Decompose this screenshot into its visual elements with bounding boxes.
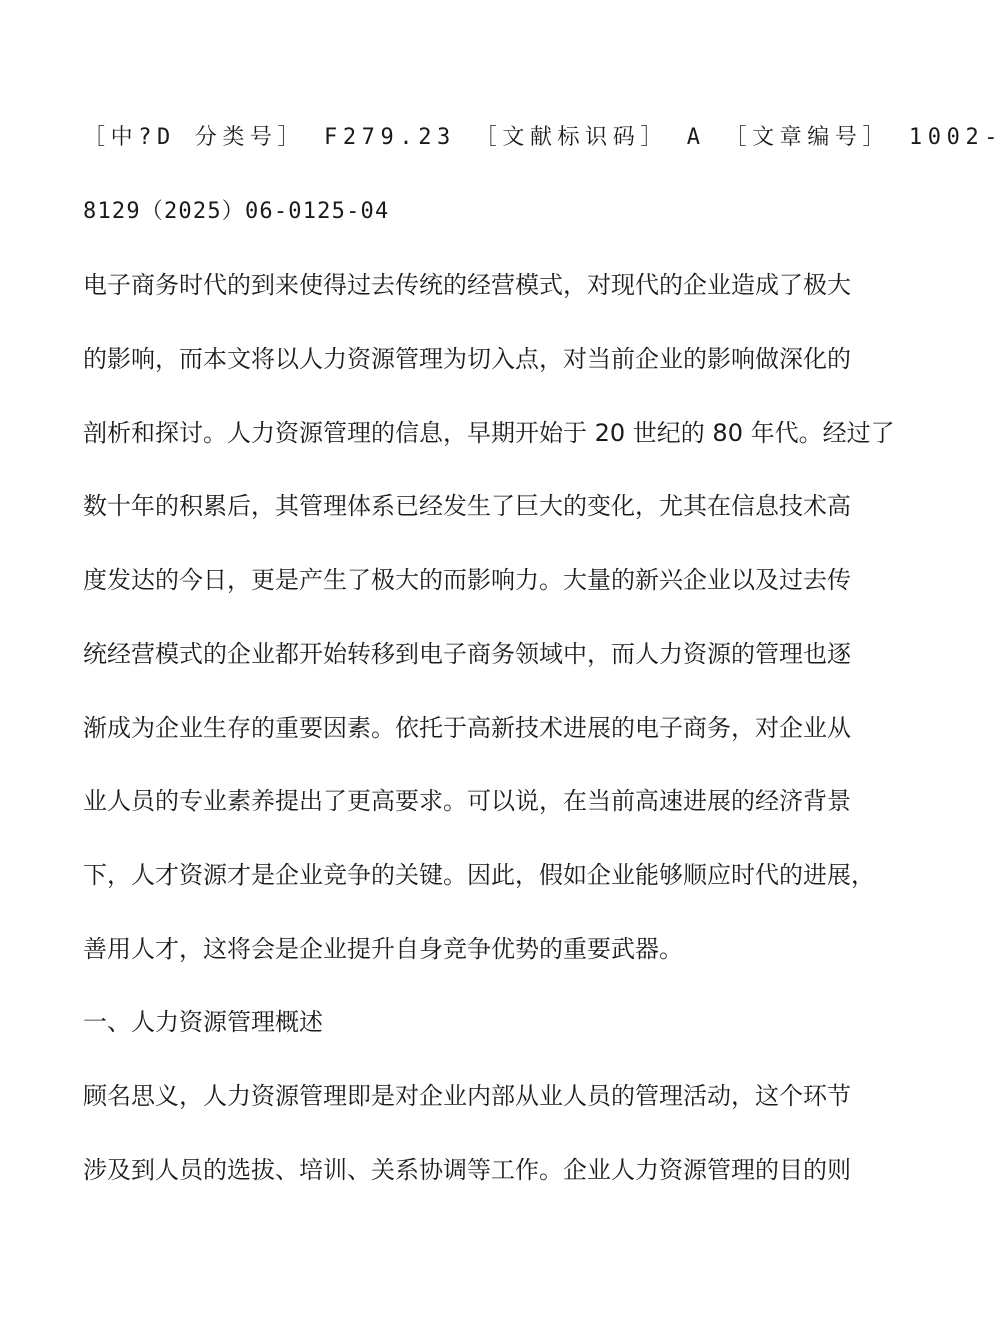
paragraph-line: 善用人才，这将会是企业提升自身竞争优势的重要武器。 — [83, 934, 683, 963]
paragraph-line: 度发达的今日，更是产生了极大的而影响力。大量的新兴企业以及过去传 — [83, 566, 851, 595]
paragraph-line: 下，人才资源才是企业竞争的关键。因此，假如企业能够顺应时代的进展， — [83, 860, 875, 889]
paragraph-overview — [83, 1070, 873, 1217]
document-page — [83, 112, 1003, 1217]
paragraph-line: 数十年的积累后，其管理体系已经发生了巨大的变化，尤其在信息技术高 — [83, 492, 851, 521]
paragraph-intro — [83, 259, 895, 996]
paragraph-line: 渐成为企业生存的重要因素。依托于高新技术进展的电子商务，对企业从 — [83, 713, 851, 742]
classification-line: ［中?D 分类号］ F279.23 ［文献标识码］ A ［文章编号］ 1002- — [83, 125, 1003, 150]
paragraph-line: 剖析和探讨。人力资源管理的信息，早期开始于 20 世纪的 80 年代。经过了 — [83, 418, 895, 447]
section-heading: 一、人力资源管理概述 — [83, 1008, 323, 1037]
paragraph-line: 顾名思义，人力资源管理即是对企业内部从业人员的管理活动，这个环节 — [83, 1081, 851, 1110]
paragraph-line: 业人员的专业素养提出了更高要求。可以说，在当前高速进展的经济背景 — [83, 787, 851, 816]
paragraph-line: 的影响，而本文将以人力资源管理为切入点，对当前企业的影响做深化的 — [83, 345, 851, 374]
paragraph-line: 电子商务时代的到来使得过去传统的经营模式，对现代的企业造成了极大 — [83, 271, 851, 300]
paragraph-line: 统经营模式的企业都开始转移到电子商务领域中，而人力资源的管理也逐 — [83, 639, 851, 668]
paragraph-line: 涉及到人员的选拔、培训、关系协调等工作。企业人力资源管理的目的则 — [83, 1155, 851, 1184]
article-number-line: 8129（2025）06-0125-04 — [83, 198, 390, 224]
